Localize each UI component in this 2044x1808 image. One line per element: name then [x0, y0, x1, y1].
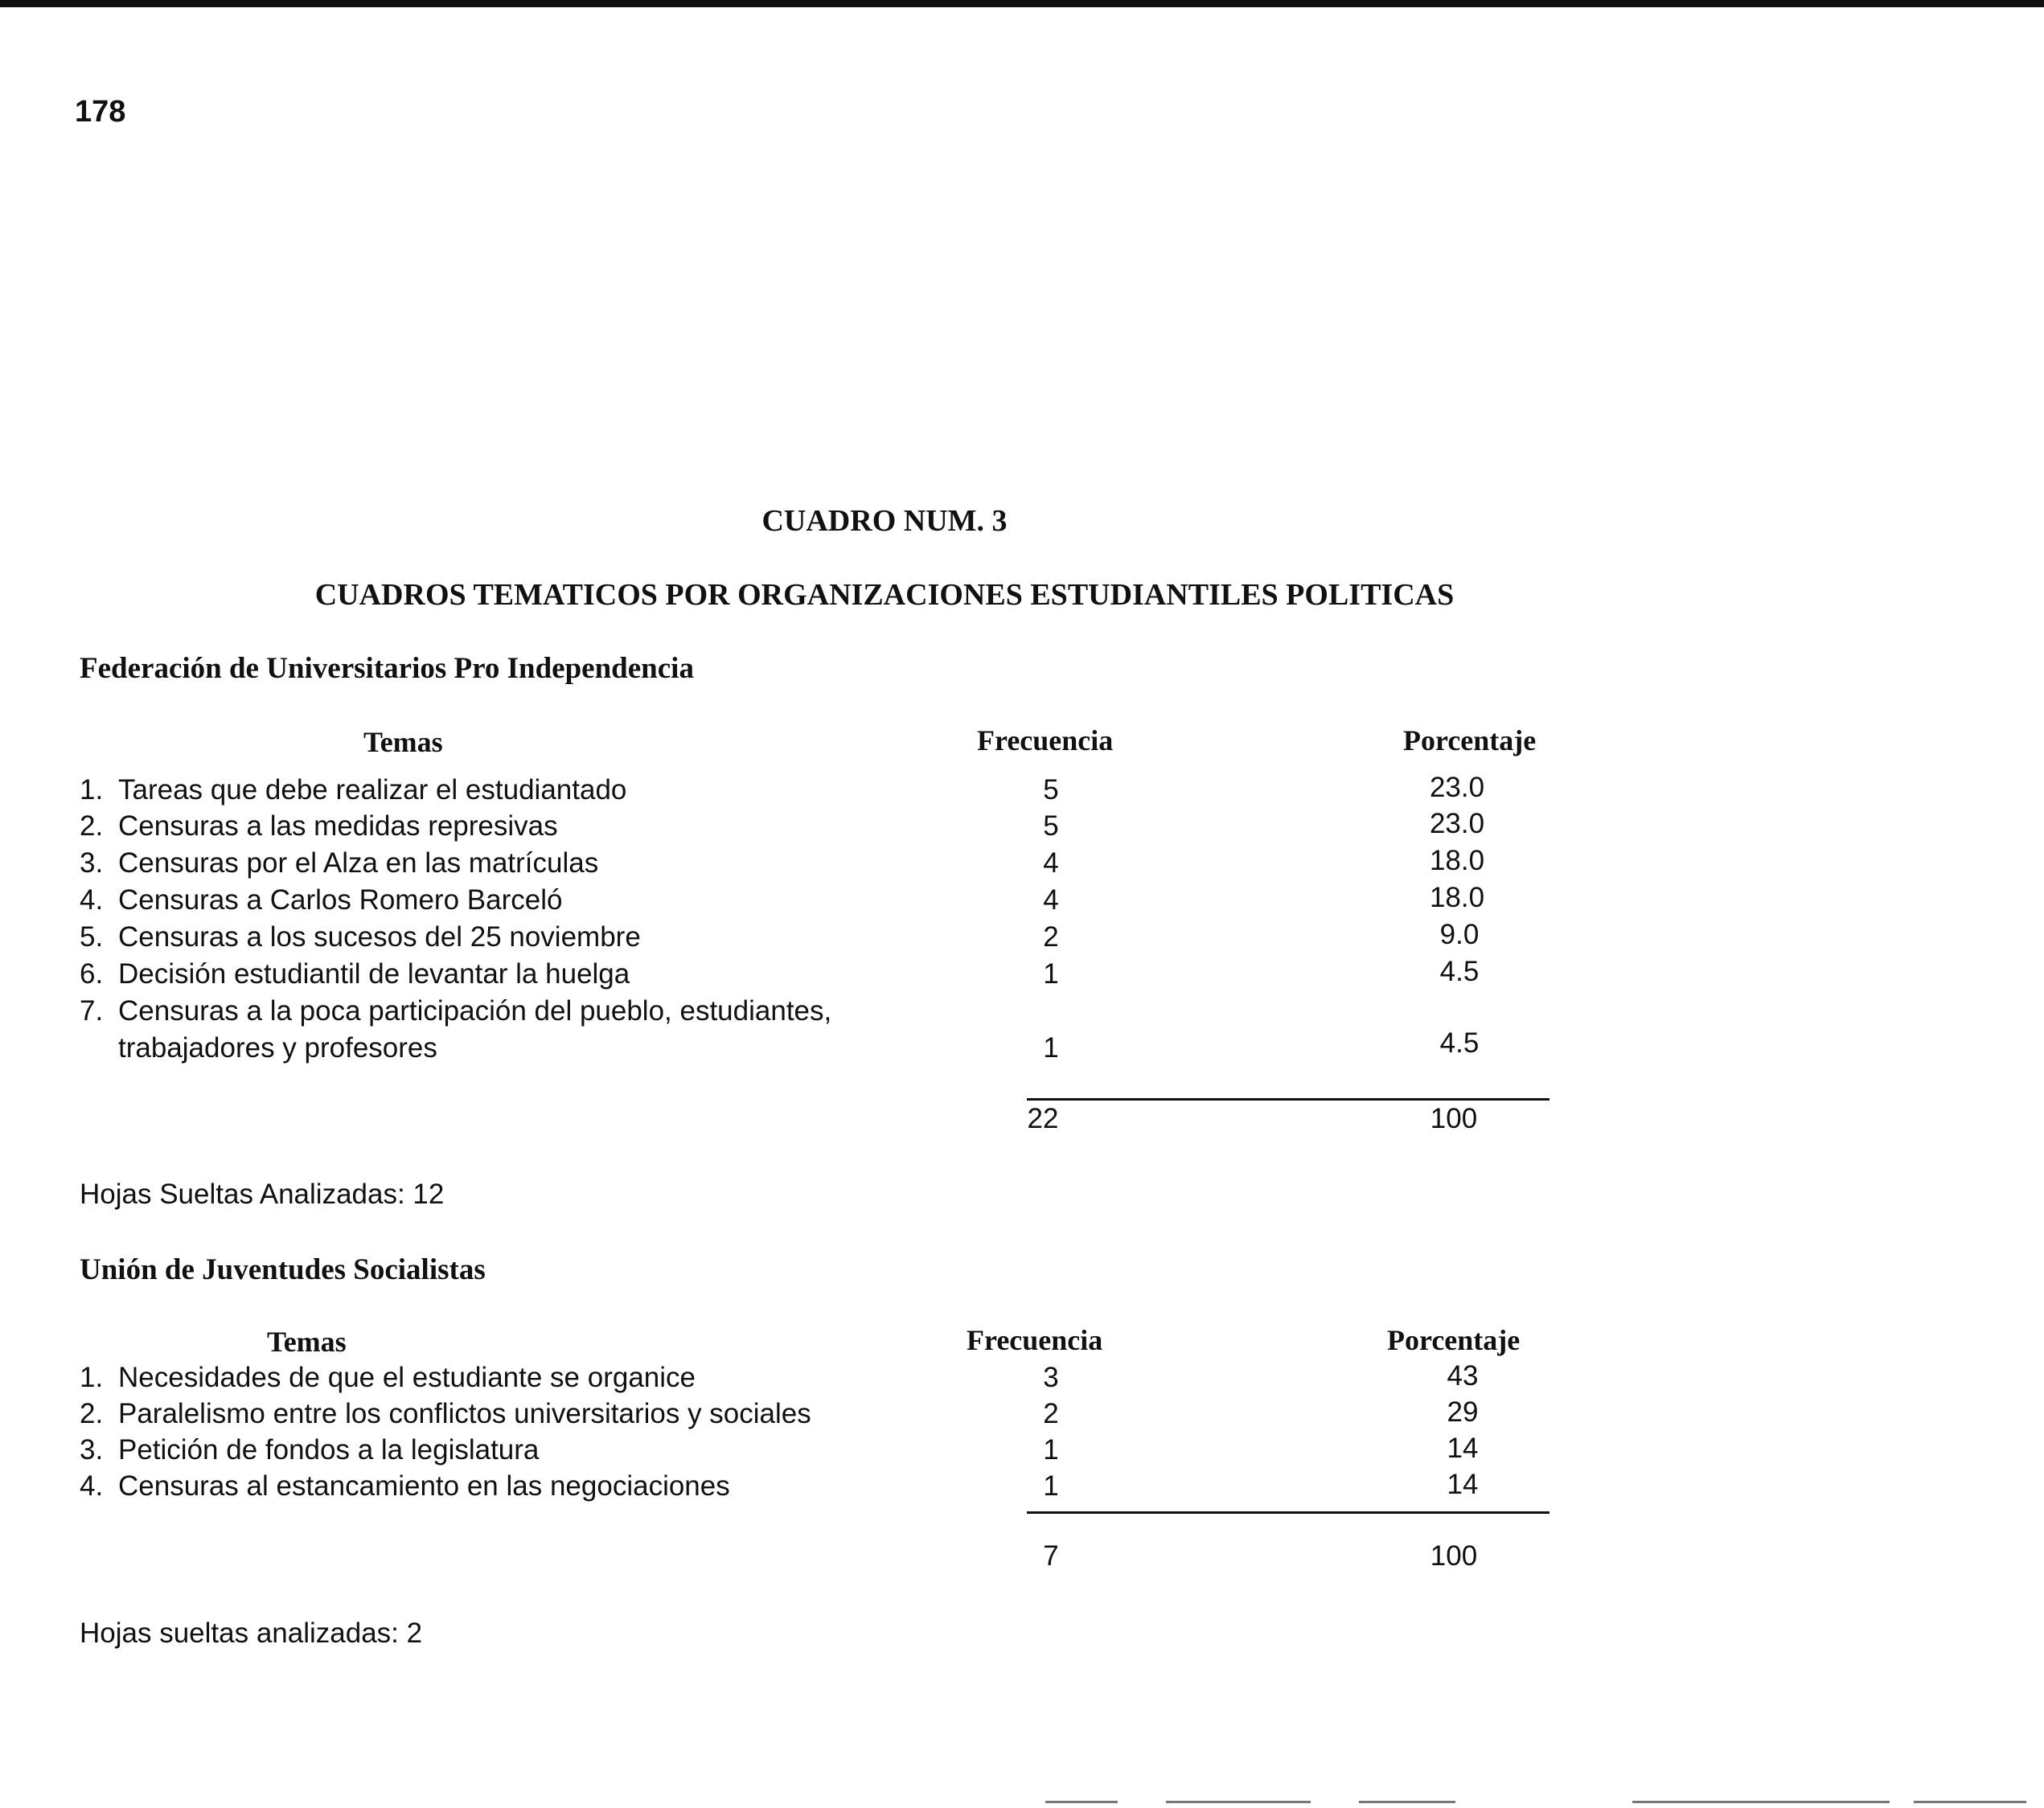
total-rule — [1027, 1098, 1549, 1101]
column-header-frecuencia: Frecuencia — [967, 1324, 1103, 1356]
porcentaje-cell: 23.0 — [1429, 772, 1485, 803]
top-rule — [0, 0, 2044, 7]
row-number: 2. — [80, 1398, 104, 1429]
row-label — [80, 847, 598, 879]
row-text: Censuras a los sucesos del 25 noviembre — [118, 921, 641, 953]
table-title: CUADROS TEMATICOS POR ORGANIZACIONES ESTUDIANTILES POLITICAS — [314, 578, 1455, 612]
scan-artifact — [1914, 1801, 2026, 1803]
porcentaje-cell: 18.0 — [1429, 845, 1485, 876]
scan-artifact — [1632, 1801, 1890, 1803]
row-number: 4. — [80, 1470, 104, 1502]
total-frecuencia: 7 — [1043, 1540, 1059, 1572]
porcentaje-cell: 23.0 — [1429, 808, 1485, 839]
section-note: Hojas Sueltas Analizadas: 12 — [80, 1179, 445, 1210]
row-label — [80, 1434, 539, 1466]
row-text: Censuras por el Alza en las matrículas — [118, 847, 599, 879]
scan-artifact — [1045, 1801, 1118, 1803]
frecuencia-cell: 2 — [1043, 921, 1059, 953]
row-label — [80, 884, 562, 916]
section-heading: Unión de Juventudes Socialistas — [80, 1253, 486, 1286]
column-header-porcentaje: Porcentaje — [1387, 1324, 1521, 1356]
porcentaje-cell: 18.0 — [1429, 882, 1485, 913]
row-text: Paralelismo entre los conflictos universitarios y sociales — [118, 1398, 811, 1429]
porcentaje-cell: 9.0 — [1439, 919, 1480, 950]
row-number: 5. — [80, 921, 104, 953]
row-number: 4. — [80, 884, 104, 916]
frecuencia-cell: 1 — [1043, 1470, 1059, 1502]
frecuencia-cell: 1 — [1043, 1032, 1059, 1064]
row-text-continuation: trabajadores y profesores — [118, 1032, 437, 1064]
porcentaje-cell: 14 — [1447, 1433, 1479, 1464]
row-label — [80, 810, 558, 843]
porcentaje-cell: 29 — [1447, 1396, 1479, 1428]
row-number: 7. — [80, 995, 104, 1027]
row-number: 6. — [80, 958, 104, 990]
row-label — [80, 995, 831, 1027]
row-text: Censuras a Carlos Romero Barceló — [118, 884, 563, 916]
row-label — [80, 774, 626, 806]
row-text: Censuras a la poca participación del pueblo, estudiantes, — [118, 995, 832, 1027]
frecuencia-cell: 5 — [1043, 810, 1059, 842]
frecuencia-cell: 3 — [1043, 1362, 1059, 1393]
total-rule — [1027, 1511, 1549, 1514]
total-porcentaje: 100 — [1430, 1540, 1478, 1572]
frecuencia-cell: 5 — [1043, 774, 1059, 806]
section-note: Hojas sueltas analizadas: 2 — [80, 1617, 423, 1649]
total-frecuencia: 22 — [1027, 1103, 1059, 1134]
porcentaje-cell: 4.5 — [1439, 1027, 1480, 1059]
row-text: Tareas que debe realizar el estudiantado — [118, 774, 627, 806]
frecuencia-cell: 4 — [1043, 884, 1059, 916]
row-label — [80, 1362, 696, 1394]
page-number: 178 — [75, 95, 126, 129]
porcentaje-cell: 43 — [1447, 1360, 1479, 1392]
column-header-frecuencia: Frecuencia — [977, 724, 1114, 756]
porcentaje-cell: 14 — [1447, 1469, 1479, 1500]
row-number: 1. — [80, 774, 104, 806]
column-header-temas: Temas — [363, 726, 443, 758]
row-number: 2. — [80, 810, 104, 842]
row-text: Necesidades de que el estudiante se organice — [118, 1362, 696, 1393]
row-number: 1. — [80, 1362, 104, 1393]
row-text: Petición de fondos a la legislatura — [118, 1434, 540, 1466]
row-label — [80, 1398, 811, 1430]
frecuencia-cell: 1 — [1043, 1434, 1059, 1466]
row-label — [80, 1470, 730, 1503]
column-header-porcentaje: Porcentaje — [1403, 724, 1537, 756]
total-porcentaje: 100 — [1430, 1103, 1478, 1134]
scan-artifact — [1359, 1801, 1455, 1803]
section-heading: Federación de Universitarios Pro Independencia — [80, 652, 694, 685]
row-text: Censuras a las medidas represivas — [118, 810, 558, 842]
table-label: CUADRO NUM. 3 — [761, 504, 1008, 538]
column-header-temas: Temas — [267, 1326, 347, 1358]
row-number: 3. — [80, 847, 104, 879]
row-text: Decisión estudiantil de levantar la huelga — [118, 958, 630, 990]
row-label — [80, 958, 630, 990]
row-number: 3. — [80, 1434, 104, 1466]
row-label — [80, 921, 641, 953]
frecuencia-cell: 2 — [1043, 1398, 1059, 1429]
porcentaje-cell: 4.5 — [1439, 956, 1480, 987]
row-label-continuation — [80, 1032, 437, 1064]
frecuencia-cell: 1 — [1043, 958, 1059, 990]
frecuencia-cell: 4 — [1043, 847, 1059, 879]
scan-artifact — [1166, 1801, 1311, 1803]
row-text: Censuras al estancamiento en las negociaciones — [118, 1470, 730, 1502]
